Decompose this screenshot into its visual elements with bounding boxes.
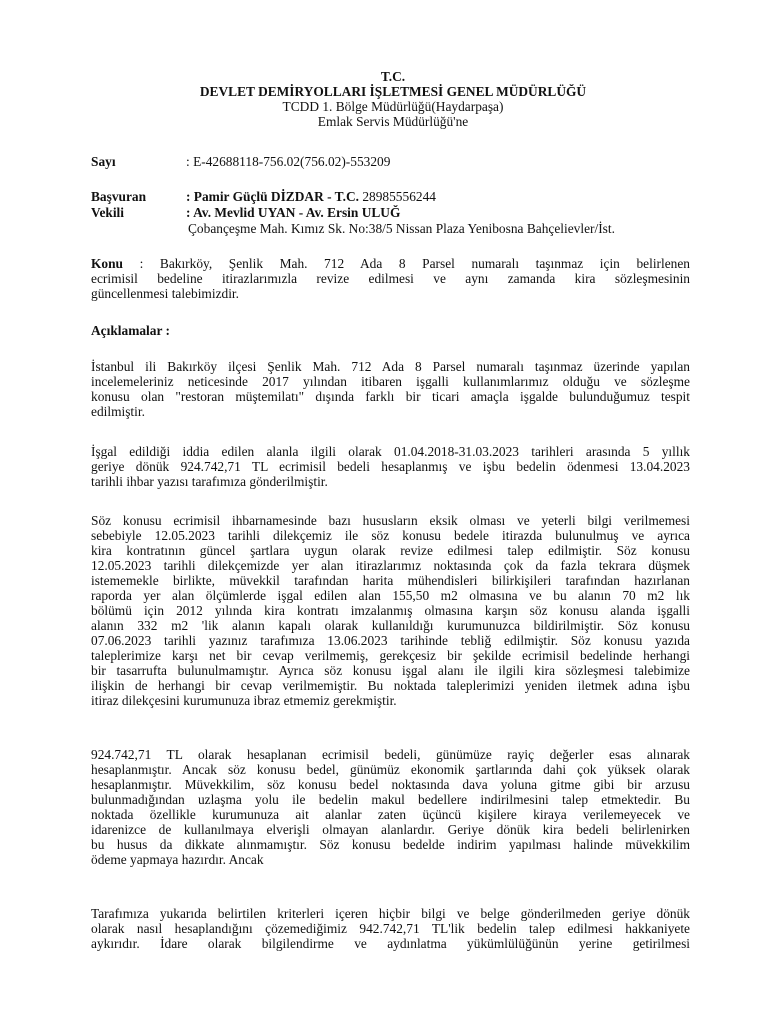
paragraph-line: aykırıdır. İdare olarak bilgilendirme ve aydınlatma yükümlülüğünün yerine getirilmesi [91, 936, 690, 951]
konu-label: Konu [91, 256, 124, 271]
paragraph-line: edilmiştir. [91, 404, 145, 419]
paragraph-line: Tarafımıza yukarıda belirtilen kriterleri içeren hiçbir bilgi ve belge gönderilmeden geriye dönük [91, 906, 690, 921]
paragraph-line: bulunmadığından uzlaşma yolu ile bedelin makul bedellere indirilmesini talep etmektedir. Bu [91, 792, 690, 807]
paragraph-line: 924.742,71 TL olarak hesaplanan ecrimisil bedeli, günümüze rayiç değerler esas alınarak [91, 747, 690, 762]
paragraph-line: itiraz dilekçesini kurumunuza ibraz etmemiz gerekmiştir. [91, 693, 397, 708]
basvuran-value-wrap [186, 189, 436, 204]
paragraph-line: alanın 332 m2 'lik alanın kapalı olarak kullanıldığı kurumunuzca bildirilmiştir. Söz konusu [91, 618, 690, 633]
header-region: TCDD 1. Bölge Müdürlüğü(Haydarpaşa) [282, 99, 504, 114]
paragraph-line: raporda yer alan ölçümlerde işgal edilen alan 155,50 m2 olmasına ve bu alanın 70 m2 lık [91, 588, 690, 603]
paragraph-line: incelemeleriniz neticesinde 2017 yılından itibaren işgalli kullanımlarımız olduğu ve sözleşme [91, 374, 690, 389]
konu-block [91, 256, 690, 301]
paragraph-line: olarak nasıl hesaplandığını çözemediğimiz 942.742,71 TL'lik bedelin talep edilmesi hakkaniyete [91, 921, 690, 936]
konu-line-3: güncellenmesi talebimizdir. [91, 286, 239, 301]
paragraph-line: İstanbul ili Bakırköy ilçesi Şenlik Mah. 712 Ada 8 Parsel numaralı taşınmaz üzerinde yapılan [91, 359, 690, 374]
paragraph-4 [91, 747, 690, 867]
basvuran-label: Başvuran [91, 189, 147, 204]
basvuran-value: : Pamir Güçlü DİZDAR - T.C. [186, 189, 363, 204]
sayi-value: : E-42688118-756.02(756.02)-553209 [186, 154, 391, 169]
paragraph-line: Söz konusu ecrimisil ihbarnamesinde bazı hususların eksik olması ve yeterli bilgi verilmemesi [91, 513, 690, 528]
basvuran-tc: 28985556244 [362, 189, 436, 204]
paragraph-1 [91, 359, 690, 419]
paragraph-line: bir tasarrufta bulunulmamıştır. Ayrıca söz konusu işgal alanı ile ilgili kira sözleşmesi talebimize [91, 663, 690, 678]
vekili-value: : Av. Mevlid UYAN - Av. Ersin ULUĞ [186, 205, 401, 220]
paragraph-line: ilişkin de herhangi bir cevap verilmemiştir. Bu noktada taleplerimizi yeniden iletmek adına işbu [91, 678, 690, 693]
paragraph-line: konusu olan "restoran müştemilatı" dışında farklı bir ticari amaçla işgalde bulunduğumuz tespit [91, 389, 690, 404]
letter-header [0, 69, 768, 129]
paragraph-line: ödeme yapmaya hazırdır. Ancak [91, 852, 264, 867]
konu-line-1: : Bakırköy, Şenlik Mah. 712 Ada 8 Parsel numaralı taşınmaz için belirlenen [123, 256, 690, 271]
paragraph-line: hesaplanmıştır. Ancak söz konusu bedel, günümüz ekonomik şartlarında dahi çok yüksek olarak [91, 762, 690, 777]
paragraph-line: geriye dönük 924.742,71 TL ecrimisil bedeli hesaplanmış ve işbu bedelin ödenmesi 13.04.2023 [91, 459, 690, 474]
paragraph-line: bölümü için 2012 yılında kira kontratı imzalanmış olmasına karşın söz konusu alanda işgalli [91, 603, 690, 618]
vekili-address: Çobançeşme Mah. Kımız Sk. No:38/5 Nissan Plaza Yenibosna Bahçelievler/İst. [188, 221, 615, 236]
header-recipient: Emlak Servis Müdürlüğü'ne [317, 114, 469, 129]
paragraph-line: tarihli ihbar yazısı tarafımıza gönderilmiştir. [91, 474, 328, 489]
paragraph-line: taleplerimize karşı net bir cevap verilmemiş, gerekçesiz bir şekilde ecrimisil bedelinde herhangi [91, 648, 690, 663]
paragraph-line: İşgal edildiği iddia edilen alanla ilgili olarak 01.04.2018-31.03.2023 tarihleri arasında 5 yıllık [91, 444, 690, 459]
paragraph-line: sebebiyle 12.05.2023 tarihli dilekçemiz ile söz konusu bedele itirazda bulunulmuş ve ayrıca [91, 528, 690, 543]
paragraph-line: hesaplanmıştır. Müvekkilim, söz konusu bedel noktasında dava yoluna gitme gibi bir arzusu [91, 777, 690, 792]
paragraph-3 [91, 513, 690, 708]
header-tc: T.C. [380, 69, 406, 84]
konu-line [91, 256, 690, 271]
header-institution: DEVLET DEMİRYOLLARI İŞLETMESİ GENEL MÜDÜRLÜĞÜ [199, 84, 587, 99]
paragraph-line: kira kontratının güncel şartlara uygun olarak revize edilmesi talep edilmiştir. Söz konusu [91, 543, 690, 558]
paragraph-line: idarenizce de kullanılmaya elverişli olmayan alanlardır. Geriye dönük kira bedeli belirlenirken [91, 822, 690, 837]
aciklamalar-label: Açıklamalar : [91, 323, 170, 338]
sayi-label: Sayı [91, 154, 116, 169]
paragraph-line: noktada özellikle kurumunuza ait alanlar zaten üçüncü kişilere kiraya verilemeyecek ve [91, 807, 690, 822]
paragraph-line: istememekle birlikte, müvekkil tarafından harita mühendisleri bilirkişileri tarafından hazırlanan [91, 573, 690, 588]
konu-line-2: ecrimisil bedeline itirazlarımızla revize edilmesi ve aynı zamanda kira sözleşmesinin [91, 271, 690, 286]
vekili-label: Vekili [91, 205, 124, 220]
paragraph-line: 12.05.2023 tarihli dilekçemizde yer alan itirazlarımız noktasında çok da fazla tekrara düşmek [91, 558, 690, 573]
paragraph-line: bu husus da dikkate alınmamıştır. Söz konusu bedelde indirim yapılması halinde müvekkilim [91, 837, 690, 852]
paragraph-2 [91, 444, 690, 489]
paragraph-line: 07.06.2023 tarihli yazınız tarafımıza 13.06.2023 tarihinde tebliğ edilmiştir. Söz konusu yazıda [91, 633, 690, 648]
paragraph-5 [91, 906, 690, 951]
